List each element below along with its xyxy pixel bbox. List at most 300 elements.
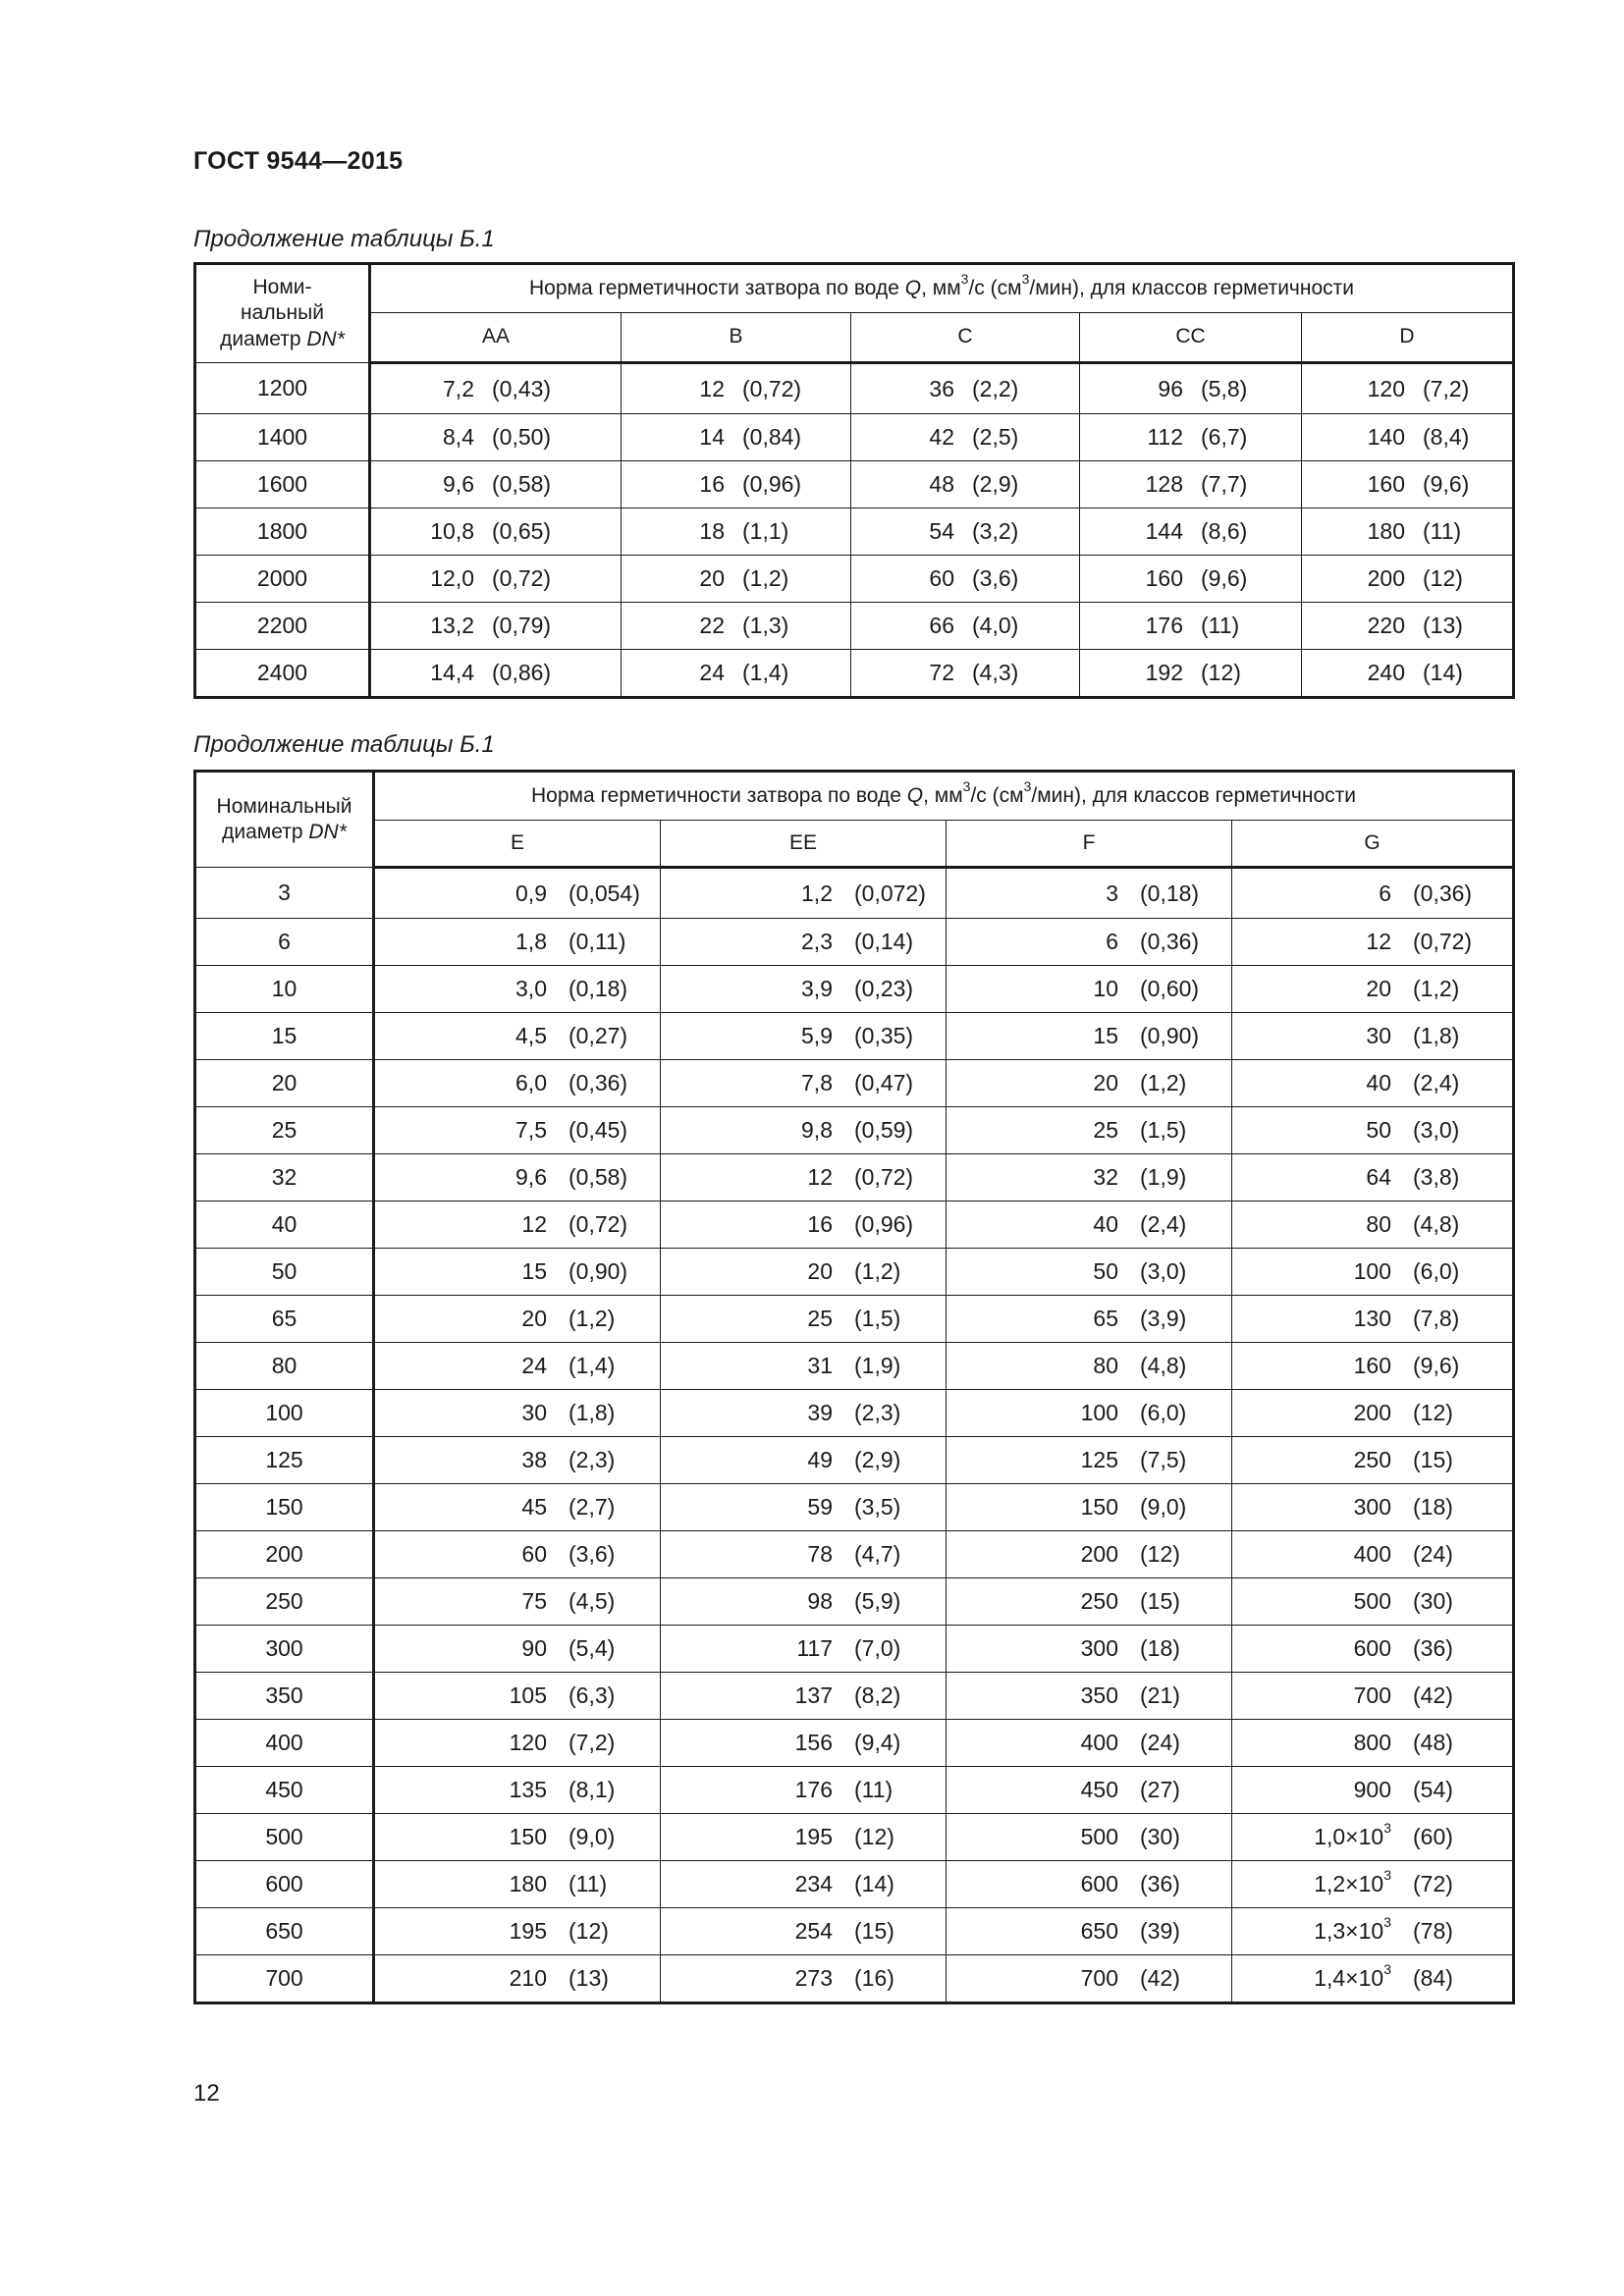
dn-cell: 15 (195, 1013, 374, 1060)
dn-cell: 150 (195, 1484, 374, 1531)
value-mm3s: 176 (1145, 613, 1183, 638)
dn-cell: 1800 (195, 508, 370, 556)
value-cm3min: (2,4) (1413, 1070, 1460, 1095)
value-mm3s: 600 (1080, 1871, 1118, 1896)
page-number: 12 (193, 2080, 220, 2107)
dn-cell: 32 (195, 1154, 374, 1201)
value-cm3min: (0,96) (742, 471, 802, 497)
value-cm3min: (2,9) (972, 471, 1019, 497)
value-cell (947, 1861, 1232, 1908)
dn-header-line2: нальный (241, 301, 324, 325)
value-mm3s: 700 (1080, 1965, 1118, 1991)
dn-cell: 125 (195, 1437, 374, 1484)
table-row (195, 603, 1514, 650)
value-mm3s: 10 (1093, 976, 1118, 1001)
dn-cell: 300 (195, 1626, 374, 1673)
value-cm3min: (0,86) (492, 660, 552, 685)
value-mm3s: 66 (929, 613, 954, 638)
value-cm3min: (1,2) (854, 1258, 901, 1284)
value-cm3min: (1,2) (568, 1306, 616, 1331)
value-cell (622, 650, 851, 698)
dn-column-header (195, 772, 374, 868)
dn-header-line1: Номи- (252, 276, 312, 299)
table2-caption: Продолжение таблицы Б.1 (193, 731, 495, 758)
value-cm3min: (54) (1413, 1777, 1453, 1802)
value-cm3min: (5,9) (854, 1588, 901, 1614)
class-header: E (374, 821, 661, 868)
value-cm3min: (24) (1413, 1541, 1453, 1567)
group-header-text: Норма герметичности затвора по воде (531, 783, 901, 807)
value-cm3min: (15) (1413, 1447, 1453, 1472)
group-header-q: Q (904, 276, 922, 299)
value-mm3s: 112 (1147, 424, 1183, 450)
value-cell (947, 1060, 1232, 1107)
value-cell (851, 508, 1080, 556)
exponent: 3 (1383, 1867, 1391, 1884)
dn-cell: 2200 (195, 603, 370, 650)
dn-cell: 40 (195, 1201, 374, 1249)
value-cm3min: (60) (1413, 1824, 1453, 1849)
value-mm3s: 65 (1093, 1306, 1118, 1331)
value-mm3s: 144 (1145, 518, 1183, 544)
value-cm3min: (4,3) (972, 660, 1019, 685)
dn-cell: 25 (195, 1107, 374, 1154)
value-cell (851, 603, 1080, 650)
value-mm3s: 273 (794, 1965, 833, 1991)
dn-cell: 400 (195, 1720, 374, 1767)
value-mm3s: 13,2 (430, 613, 474, 638)
dn-cell: 450 (195, 1767, 374, 1814)
value-cell (947, 1673, 1232, 1720)
value-cell (1232, 919, 1514, 966)
value-cm3min: (0,18) (1140, 880, 1200, 906)
class-header: D (1302, 313, 1514, 363)
table-row (195, 650, 1514, 698)
value-cm3min: (0,072) (854, 880, 926, 906)
value-cell (1232, 1814, 1514, 1861)
value-mm3s: 60 (521, 1541, 547, 1567)
group-header-unit2: /с (см (970, 783, 1024, 807)
value-cell (661, 1767, 947, 1814)
value-cm3min: (1,5) (854, 1306, 901, 1331)
value-cm3min: (18) (1140, 1635, 1180, 1661)
value-cell (370, 556, 622, 603)
value-cm3min: (21) (1140, 1682, 1180, 1708)
value-cm3min: (11) (568, 1871, 608, 1896)
value-mm3s: 20 (807, 1258, 833, 1284)
table-row (195, 414, 1514, 461)
value-cell (1302, 556, 1514, 603)
value-mm3s: 64 (1366, 1164, 1391, 1190)
value-cell (374, 1390, 661, 1437)
value-mm3s: 78 (807, 1541, 833, 1567)
value-cm3min: (2,5) (972, 424, 1019, 450)
dn-cell: 1600 (195, 461, 370, 508)
value-mm3s: 16 (807, 1211, 833, 1237)
value-cell (1232, 1861, 1514, 1908)
value-cell (1080, 461, 1302, 508)
value-cell (947, 1154, 1232, 1201)
value-cell (374, 1814, 661, 1861)
value-mm3s: 32 (1093, 1164, 1118, 1190)
value-mm3s: 120 (1367, 375, 1405, 401)
value-cell (374, 1343, 661, 1390)
value-cm3min: (11) (1201, 613, 1240, 638)
value-cell (947, 1531, 1232, 1578)
value-cell (374, 1154, 661, 1201)
value-cell (661, 966, 947, 1013)
value-cell (947, 1390, 1232, 1437)
value-cell (1232, 1201, 1514, 1249)
value-cell (370, 603, 622, 650)
value-cell (1232, 1343, 1514, 1390)
value-cell (661, 1060, 947, 1107)
value-mm3s: 2,3 (801, 929, 833, 954)
value-cm3min: (5,8) (1201, 375, 1248, 401)
dn-cell: 2000 (195, 556, 370, 603)
value-cell (851, 363, 1080, 414)
value-cell (622, 461, 851, 508)
value-mm3s: 105 (509, 1682, 547, 1708)
value-cm3min: (9,0) (1140, 1494, 1187, 1520)
value-cell (661, 1390, 947, 1437)
value-cm3min: (8,4) (1423, 424, 1470, 450)
value-mm3s: 14,4 (430, 660, 474, 685)
value-cell (1232, 1249, 1514, 1296)
value-cm3min: (30) (1140, 1824, 1180, 1849)
value-mm3s: 7,5 (515, 1117, 547, 1143)
value-cm3min: (13) (1423, 613, 1463, 638)
table-row (195, 1437, 1514, 1484)
value-mm3s: 200 (1080, 1541, 1118, 1567)
value-cell (374, 1720, 661, 1767)
value-mm3s: 500 (1080, 1824, 1118, 1849)
value-mm3s: 72 (929, 660, 954, 685)
table-row (195, 919, 1514, 966)
value-cm3min: (27) (1140, 1777, 1180, 1802)
value-mm3s: 6 (1106, 929, 1118, 954)
value-cm3min: (0,59) (854, 1117, 914, 1143)
value-cell (1080, 414, 1302, 461)
value-cell (1302, 603, 1514, 650)
value-cell (851, 461, 1080, 508)
value-cm3min: (0,23) (854, 976, 914, 1001)
value-cm3min: (2,9) (854, 1447, 901, 1472)
value-cm3min: (42) (1140, 1965, 1180, 1991)
value-cell (1232, 1484, 1514, 1531)
value-cell (374, 1908, 661, 1955)
value-cell (947, 1201, 1232, 1249)
table-row (195, 556, 1514, 603)
value-mm3s: 20 (1093, 1070, 1118, 1095)
value-cm3min: (6,0) (1413, 1258, 1460, 1284)
value-cm3min: (0,84) (742, 424, 802, 450)
value-mm3s: 100 (1080, 1400, 1118, 1425)
value-mm3s: 6,0 (515, 1070, 547, 1095)
value-cm3min: (0,50) (492, 424, 552, 450)
value-cell (374, 1673, 661, 1720)
value-cm3min: (0,35) (854, 1023, 914, 1048)
value-cell (661, 1673, 947, 1720)
value-mm3s: 9,6 (443, 471, 474, 497)
value-cell (947, 1107, 1232, 1154)
value-mm3s: 30 (521, 1400, 547, 1425)
value-mm3s: 254 (794, 1918, 833, 1944)
value-cm3min: (0,72) (492, 565, 552, 591)
table-row (195, 1249, 1514, 1296)
value-cell (661, 1343, 947, 1390)
value-mm3s: 160 (1367, 471, 1405, 497)
value-mm3s: 50 (1366, 1117, 1391, 1143)
dn-cell: 200 (195, 1531, 374, 1578)
value-cm3min: (0,58) (492, 471, 552, 497)
class-header: G (1232, 821, 1514, 868)
value-mm3s: 117 (796, 1635, 833, 1661)
dn-cell: 20 (195, 1060, 374, 1107)
value-cm3min: (0,47) (854, 1070, 914, 1095)
value-mm3s: 20 (1366, 976, 1391, 1001)
value-cm3min: (1,1) (742, 518, 789, 544)
value-mm3s: 135 (509, 1777, 547, 1802)
value-cell (947, 1626, 1232, 1673)
value-cell (661, 1814, 947, 1861)
value-mm3s: 700 (1353, 1682, 1391, 1708)
value-mm3s: 210 (509, 1965, 547, 1991)
value-cm3min: (12) (1201, 660, 1241, 685)
value-cell (661, 1531, 947, 1578)
value-mm3s: 80 (1093, 1353, 1118, 1378)
value-mm3s: 160 (1353, 1353, 1391, 1378)
value-cm3min: (11) (1423, 518, 1462, 544)
value-cell (947, 919, 1232, 966)
value-cell (661, 868, 947, 919)
value-cell (947, 868, 1232, 919)
value-cm3min: (9,6) (1201, 565, 1248, 591)
value-mm3s: 96 (1158, 375, 1183, 401)
group-header (374, 772, 1514, 821)
value-mm3s: 3,0 (515, 976, 547, 1001)
value-cell (374, 1249, 661, 1296)
value-cm3min: (0,45) (568, 1117, 628, 1143)
value-cm3min: (4,5) (568, 1588, 616, 1614)
dn-header-symbol: DN* (306, 327, 345, 350)
value-mm3s: 80 (1366, 1211, 1391, 1237)
dn-cell: 350 (195, 1673, 374, 1720)
value-cm3min: (2,3) (854, 1400, 901, 1425)
value-mm3s: 0,9 (515, 880, 547, 906)
value-mm3s: 50 (1093, 1258, 1118, 1284)
table1-caption: Продолжение таблицы Б.1 (193, 226, 495, 252)
class-header: CC (1080, 313, 1302, 363)
value-cell (947, 1767, 1232, 1814)
value-mm3s: 150 (1080, 1494, 1118, 1520)
value-mm3s: 20 (521, 1306, 547, 1331)
value-mm3s: 180 (509, 1871, 547, 1896)
value-cm3min: (1,2) (1413, 976, 1460, 1001)
value-cell (947, 1908, 1232, 1955)
value-mm3s: 12 (1366, 929, 1391, 954)
value-mm3s: 12,0 (430, 565, 474, 591)
value-mm3s: 16 (699, 471, 725, 497)
value-cm3min: (5,4) (568, 1635, 616, 1661)
value-cm3min: (1,2) (742, 565, 789, 591)
value-cell (370, 363, 622, 414)
dn-cell: 6 (195, 919, 374, 966)
value-mm3s: 1,2 (801, 880, 833, 906)
value-mm3s: 3,9 (801, 976, 833, 1001)
dn-column-header (195, 264, 370, 363)
value-cm3min: (4,7) (854, 1541, 901, 1567)
value-cell (374, 1437, 661, 1484)
value-cm3min: (4,8) (1413, 1211, 1460, 1237)
value-cell (947, 1249, 1232, 1296)
value-cell (370, 461, 622, 508)
value-cell (947, 1343, 1232, 1390)
value-cm3min: (1,5) (1140, 1117, 1187, 1143)
value-cm3min: (3,9) (1140, 1306, 1187, 1331)
value-cell (1080, 363, 1302, 414)
value-cell (622, 556, 851, 603)
table-row (195, 1767, 1514, 1814)
value-cell (374, 1013, 661, 1060)
value-mm3s: 250 (1080, 1588, 1118, 1614)
dn-header-line2: диаметр (222, 821, 303, 843)
value-cell (661, 1154, 947, 1201)
class-header: AA (370, 313, 622, 363)
value-mm3s: 12 (699, 375, 725, 401)
value-cm3min: (0,72) (742, 375, 802, 401)
value-cm3min: (18) (1413, 1494, 1453, 1520)
table-row (195, 1343, 1514, 1390)
value-cm3min: (8,6) (1201, 518, 1248, 544)
value-mm3s: 195 (794, 1824, 833, 1849)
value-cell (661, 1908, 947, 1955)
table-row (195, 1390, 1514, 1437)
value-cell (374, 1484, 661, 1531)
table-row (195, 1673, 1514, 1720)
value-mm3s: 140 (1367, 424, 1405, 450)
value-cell (1302, 508, 1514, 556)
value-mm3s: 8,4 (443, 424, 474, 450)
value-cell (947, 1296, 1232, 1343)
value-cell (947, 966, 1232, 1013)
dn-cell: 10 (195, 966, 374, 1013)
value-mm3s: 120 (509, 1730, 547, 1755)
exponent: 3 (1383, 1914, 1391, 1931)
value-cell (661, 1720, 947, 1767)
exponent: 3 (1383, 1961, 1391, 1978)
value-cell (374, 1296, 661, 1343)
value-mm3s: $1,2\times 10^3$ (1314, 1867, 1391, 1896)
value-cm3min: (0,18) (568, 976, 628, 1001)
value-mm3s: 25 (807, 1306, 833, 1331)
value-cm3min: (0,58) (568, 1164, 628, 1190)
value-mm3s: 36 (929, 375, 954, 401)
value-cm3min: (36) (1413, 1635, 1453, 1661)
table-row (195, 1296, 1514, 1343)
dn-header-line1: Номинальный (216, 794, 352, 818)
value-cell (1302, 461, 1514, 508)
value-mm3s: 22 (699, 613, 725, 638)
value-cell (661, 1013, 947, 1060)
dn-cell: 650 (195, 1908, 374, 1955)
value-mm3s: 195 (509, 1918, 547, 1944)
value-cm3min: (39) (1140, 1918, 1180, 1944)
value-cm3min: (7,2) (1423, 375, 1470, 401)
value-cm3min: (0,72) (1413, 929, 1473, 954)
exponent: 3 (1383, 1820, 1391, 1837)
value-cell (622, 508, 851, 556)
table-row (195, 1107, 1514, 1154)
value-cm3min: (4,8) (1140, 1353, 1187, 1378)
value-mm3s: 800 (1353, 1730, 1391, 1755)
value-mm3s: 45 (521, 1494, 547, 1520)
value-cm3min: (0,65) (492, 518, 552, 544)
value-mm3s: 40 (1093, 1211, 1118, 1237)
value-cell (1232, 1673, 1514, 1720)
value-cell (1232, 1107, 1514, 1154)
value-mm3s: 5,9 (801, 1023, 833, 1048)
value-cell (661, 1484, 947, 1531)
value-mm3s: 137 (794, 1682, 833, 1708)
value-cm3min: (3,0) (1413, 1117, 1460, 1143)
value-cm3min: (15) (1140, 1588, 1180, 1614)
value-mm3s: 900 (1353, 1777, 1391, 1802)
value-cm3min: (0,96) (854, 1211, 914, 1237)
table-row (195, 1154, 1514, 1201)
value-cell (622, 363, 851, 414)
value-cell (374, 1201, 661, 1249)
value-cell (1080, 650, 1302, 698)
value-cell (374, 1626, 661, 1673)
table-row (195, 1908, 1514, 1955)
value-mm3s: 7,2 (443, 375, 474, 401)
dn-cell: 80 (195, 1343, 374, 1390)
value-cell (622, 414, 851, 461)
dn-cell: 1200 (195, 363, 370, 414)
value-cell (851, 650, 1080, 698)
value-mm3s: 12 (807, 1164, 833, 1190)
value-mm3s: 12 (521, 1211, 547, 1237)
value-cm3min: (7,2) (568, 1730, 616, 1755)
value-mm3s: 400 (1353, 1541, 1391, 1567)
table-row (195, 508, 1514, 556)
value-mm3s: 160 (1145, 565, 1183, 591)
value-mm3s: 48 (929, 471, 954, 497)
value-cm3min: (36) (1140, 1871, 1180, 1896)
value-cm3min: (12) (1423, 565, 1463, 591)
dn-cell: 500 (195, 1814, 374, 1861)
value-mm3s: 90 (521, 1635, 547, 1661)
value-cm3min: (1,9) (1140, 1164, 1187, 1190)
group-header-text: Норма герметичности затвора по воде (529, 276, 899, 299)
value-cell (1080, 603, 1302, 650)
value-mm3s: 1,8 (515, 929, 547, 954)
value-cm3min: (0,79) (492, 613, 552, 638)
value-cell (1232, 1908, 1514, 1955)
group-header-tail: /мин), для классов герметичности (1029, 276, 1355, 299)
value-mm3s: 75 (521, 1588, 547, 1614)
value-mm3s: 128 (1145, 471, 1183, 497)
value-cell (1302, 650, 1514, 698)
value-cell (374, 1955, 661, 2003)
value-cm3min: (0,27) (568, 1023, 628, 1048)
table-row (195, 461, 1514, 508)
value-cell (1302, 414, 1514, 461)
value-cm3min: (1,9) (854, 1353, 901, 1378)
value-cell (374, 1060, 661, 1107)
value-mm3s: 18 (699, 518, 725, 544)
